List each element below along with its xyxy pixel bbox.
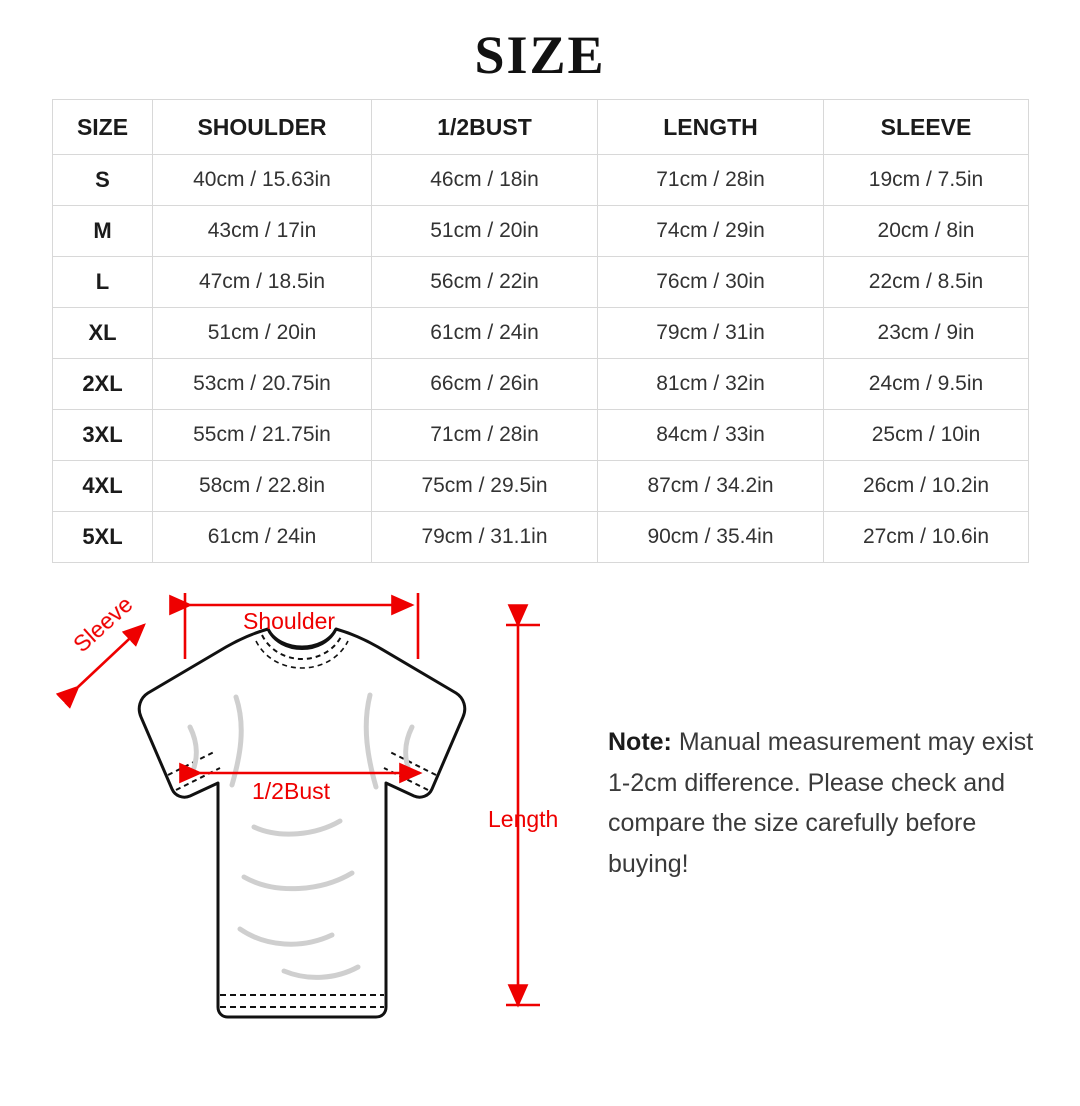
- size-chart-table: [52, 99, 1029, 563]
- measurement-diagram: [0, 577, 1080, 1077]
- cell-sleeve: 25cm / 10in: [824, 410, 1029, 461]
- label-shoulder: Shoulder: [243, 608, 336, 634]
- column-header-sleeve: SLEEVE: [824, 100, 1029, 155]
- cell-size: 5XL: [53, 512, 153, 563]
- note-text: [608, 722, 1038, 884]
- column-header-size: SIZE: [53, 100, 153, 155]
- cell-length: 71cm / 28in: [598, 155, 824, 206]
- label-half-bust: 1/2Bust: [252, 778, 330, 804]
- cell-size: 3XL: [53, 410, 153, 461]
- note-prefix: Note:: [608, 728, 672, 756]
- label-length: Length: [488, 806, 559, 832]
- cell-sleeve: 24cm / 9.5in: [824, 359, 1029, 410]
- cell-length: 90cm / 35.4in: [598, 512, 824, 563]
- table-row: [53, 359, 1029, 410]
- cell-shoulder: 53cm / 20.75in: [153, 359, 372, 410]
- cell-sleeve: 23cm / 9in: [824, 308, 1029, 359]
- table-header-row: [53, 100, 1029, 155]
- cell-sleeve: 20cm / 8in: [824, 206, 1029, 257]
- cell-length: 87cm / 34.2in: [598, 461, 824, 512]
- cell-size: 2XL: [53, 359, 153, 410]
- page-title: SIZE: [474, 25, 606, 85]
- cell-length: 84cm / 33in: [598, 410, 824, 461]
- cell-sleeve: 27cm / 10.6in: [824, 512, 1029, 563]
- cell-halfbust: 75cm / 29.5in: [372, 461, 598, 512]
- cell-halfbust: 61cm / 24in: [372, 308, 598, 359]
- cell-halfbust: 66cm / 26in: [372, 359, 598, 410]
- cell-halfbust: 71cm / 28in: [372, 410, 598, 461]
- cell-shoulder: 61cm / 24in: [153, 512, 372, 563]
- table-row: [53, 257, 1029, 308]
- label-sleeve: Sleeve: [68, 590, 138, 658]
- column-header-shoulder: SHOULDER: [153, 100, 372, 155]
- note-body: Manual measurement may exist 1-2cm difference. Please check and compare the size carefully before buying!: [608, 728, 1034, 878]
- cell-length: 79cm / 31in: [598, 308, 824, 359]
- cell-shoulder: 55cm / 21.75in: [153, 410, 372, 461]
- table-row: [53, 461, 1029, 512]
- cell-sleeve: 26cm / 10.2in: [824, 461, 1029, 512]
- cell-sleeve: 19cm / 7.5in: [824, 155, 1029, 206]
- cell-length: 74cm / 29in: [598, 206, 824, 257]
- cell-size: 4XL: [53, 461, 153, 512]
- cell-length: 81cm / 32in: [598, 359, 824, 410]
- cell-size: L: [53, 257, 153, 308]
- cell-halfbust: 46cm / 18in: [372, 155, 598, 206]
- column-header-halfbust: 1/2BUST: [372, 100, 598, 155]
- cell-size: M: [53, 206, 153, 257]
- cell-shoulder: 47cm / 18.5in: [153, 257, 372, 308]
- cell-shoulder: 51cm / 20in: [153, 308, 372, 359]
- cell-sleeve: 22cm / 8.5in: [824, 257, 1029, 308]
- column-header-length: LENGTH: [598, 100, 824, 155]
- cell-shoulder: 58cm / 22.8in: [153, 461, 372, 512]
- table-row: [53, 512, 1029, 563]
- table-row: [53, 308, 1029, 359]
- size-chart-container: [0, 99, 1080, 563]
- cell-shoulder: 43cm / 17in: [153, 206, 372, 257]
- table-row: [53, 206, 1029, 257]
- cell-halfbust: 56cm / 22in: [372, 257, 598, 308]
- table-row: [53, 155, 1029, 206]
- cell-halfbust: 79cm / 31.1in: [372, 512, 598, 563]
- table-row: [53, 410, 1029, 461]
- cell-length: 76cm / 30in: [598, 257, 824, 308]
- cell-shoulder: 40cm / 15.63in: [153, 155, 372, 206]
- cell-size: S: [53, 155, 153, 206]
- cell-size: XL: [53, 308, 153, 359]
- cell-halfbust: 51cm / 20in: [372, 206, 598, 257]
